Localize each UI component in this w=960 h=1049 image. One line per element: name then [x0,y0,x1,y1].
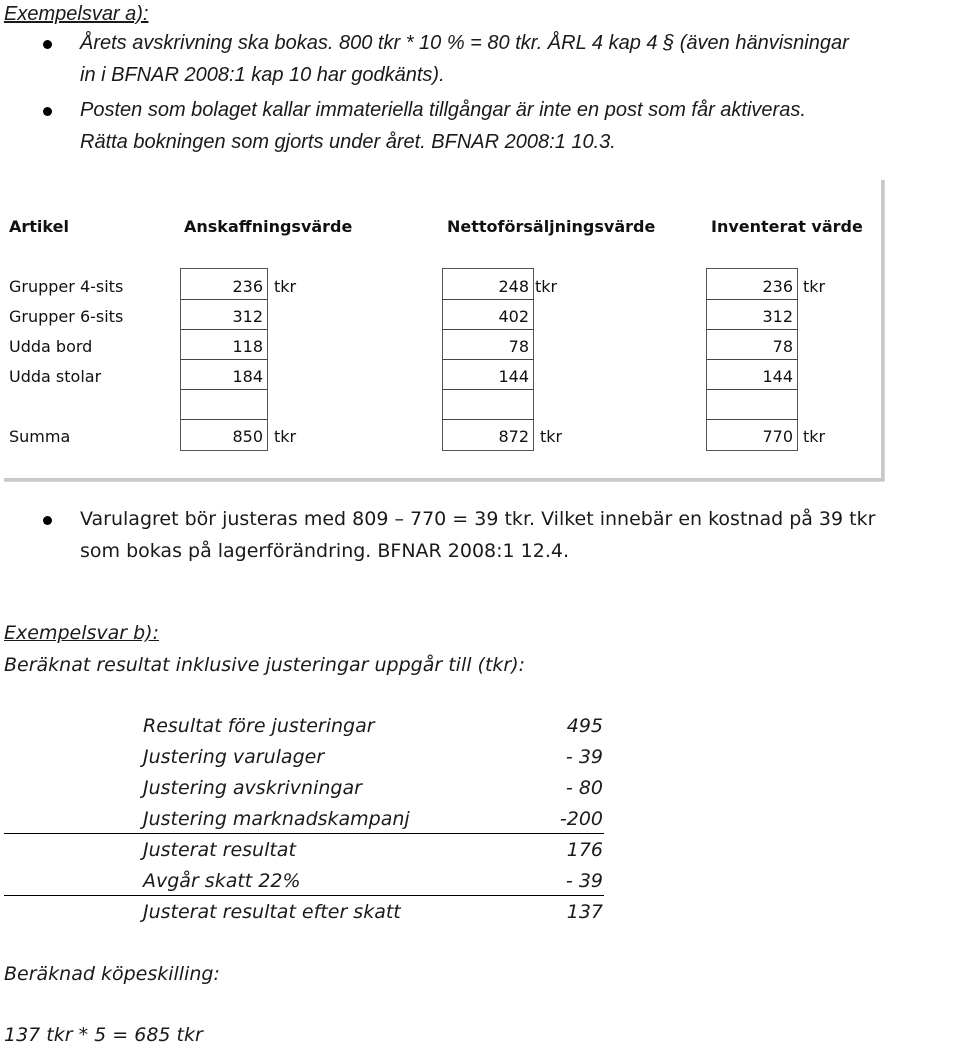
anskaffning-column-box [180,268,268,451]
result-row: Justering marknadskampanj -200 [143,808,603,830]
unit-label: tkr [274,427,297,446]
bullet-icon [43,40,52,49]
header-artikel: Artikel [9,217,69,236]
netto-column-box [442,268,534,451]
value-cell: 236 [232,277,263,296]
value-cell: 402 [498,307,529,326]
row-label: Udda bord [9,337,93,356]
row-label: Grupper 6-sits [9,307,124,326]
section-b-heading: Exempelsvar b): [4,622,159,644]
bullet2-line1: Posten som bolaget kallar immateriella tillgångar är inte en post som får aktiveras. [80,99,806,121]
sum-divider [4,895,604,896]
value-cell: 78 [508,337,529,356]
unit-label: tkr [540,427,563,446]
inventerat-column-box [706,268,798,451]
result-row: Justerat resultat efter skatt 137 [143,901,603,923]
value-cell: 248 [498,277,529,296]
unit-label: tkr [535,277,558,296]
sum-divider [4,833,604,834]
header-anskaffningsvarde: Anskaffningsvärde [184,217,353,236]
sum-label: Summa [9,427,71,446]
header-nettoforsaljningsvarde: Nettoförsäljningsvärde [447,217,656,236]
result-row: Avgår skatt 22% - 39 [143,870,603,892]
bullet2-line2: Rätta bokningen som gjorts under året. BFNAR 2008:1 10.3. [80,131,616,153]
bullet-icon [43,516,52,525]
bullet3-line1: Varulagret bör justeras med 809 – 770 = 39 tkr. Vilket innebär en kostnad på 39 tkr [80,508,876,530]
sum-cell: 850 [232,427,263,446]
result-row: Justering varulager - 39 [143,746,603,768]
value-cell: 78 [772,337,793,356]
row-label: Grupper 4-sits [9,277,124,296]
inventory-valuation-table [4,180,885,482]
section-b-intro: Beräknat resultat inklusive justeringar uppgår till (tkr): [4,654,526,676]
kopeskilling-calc: 137 tkr * 5 = 685 tkr [4,1024,203,1046]
result-row: Justering avskrivningar - 80 [143,777,603,799]
section-a-heading: Exempelsvar a): [4,3,149,25]
bullet1-line1: Årets avskrivning ska bokas. 800 tkr * 10 % = 80 tkr. ÅRL 4 kap 4 § (även hänvisningar [80,32,849,54]
value-cell: 312 [762,307,793,326]
kopeskilling-heading: Beräknad köpeskilling: [4,963,220,985]
row-label: Udda stolar [9,367,102,386]
value-cell: 144 [498,367,529,386]
value-cell: 144 [762,367,793,386]
result-row: Resultat före justeringar 495 [143,715,603,737]
value-cell: 184 [232,367,263,386]
header-inventerat-varde: Inventerat värde [711,217,863,236]
bullet-icon [43,107,52,116]
result-row: Justerat resultat 176 [143,839,603,861]
unit-label: tkr [803,277,826,296]
bullet3-line2: som bokas på lagerförändring. BFNAR 2008:1 12.4. [80,540,570,562]
sum-cell: 770 [762,427,793,446]
value-cell: 236 [762,277,793,296]
value-cell: 312 [232,307,263,326]
unit-label: tkr [803,427,826,446]
sum-cell: 872 [498,427,529,446]
bullet1-line2: in i BFNAR 2008:1 kap 10 har godkänts). [80,64,445,86]
value-cell: 118 [232,337,263,356]
unit-label: tkr [274,277,297,296]
